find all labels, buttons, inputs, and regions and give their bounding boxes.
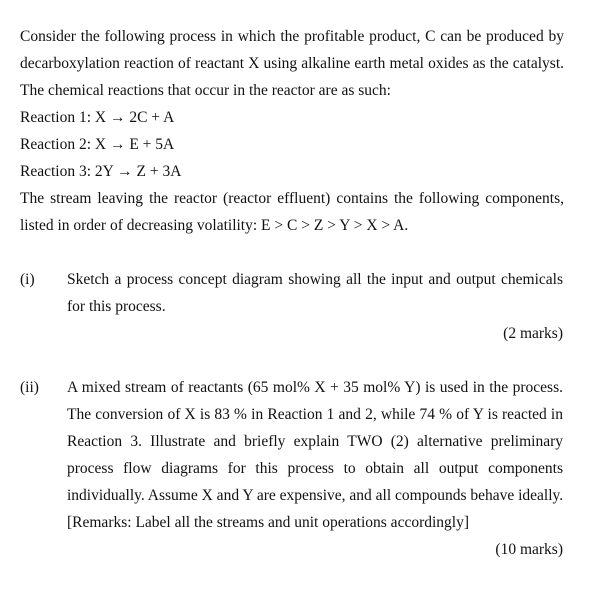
question-ii-marks: (10 marks) [495,541,563,558]
reaction-2: Reaction 2: X → E + 5A [20,136,175,153]
question-i-marks: (2 marks) [503,325,563,342]
question-ii-line-1: A mixed stream of reactants (65 mol% X + 35 mol% Y) is used in the process. [67,379,563,396]
intro-line-3: The chemical reactions that occur in the reactor are as such: [20,82,391,99]
question-ii-line-4: process flow diagrams for this process to obtain all output components [67,460,563,477]
reaction-3: Reaction 3: 2Y → Z + 3A [20,163,182,180]
question-number-ii: (ii) [20,379,39,396]
effluent-line-1: The stream leaving the reactor (reactor effluent) contains the following components, [20,190,564,207]
question-i-line-2: for this process. [67,298,166,315]
question-ii-line-6: [Remarks: Label all the streams and unit operations accordingly] [67,514,470,531]
question-number-i: (i) [20,271,35,288]
question-i-line-1: Sketch a process concept diagram showing all the input and output chemicals [67,271,563,288]
question-ii-line-5: individually. Assume X and Y are expensive, and all compounds behave ideally. [67,487,564,504]
intro-line-1: Consider the following process in which the profitable product, C can be produced by [20,28,564,45]
intro-line-2: decarboxylation reaction of reactant X using alkaline earth metal oxides as the catalyst. [20,55,564,72]
question-ii-line-2: The conversion of X is 83 % in Reaction 1 and 2, while 74 % of Y is reacted in [67,406,563,423]
question-ii-line-3: Reaction 3. Illustrate and briefly explain TWO (2) alternative preliminary [67,433,563,450]
effluent-line-2: listed in order of decreasing volatility: E > C > Z > Y > X > A. [20,217,409,234]
reaction-1: Reaction 1: X → 2C + A [20,109,175,126]
